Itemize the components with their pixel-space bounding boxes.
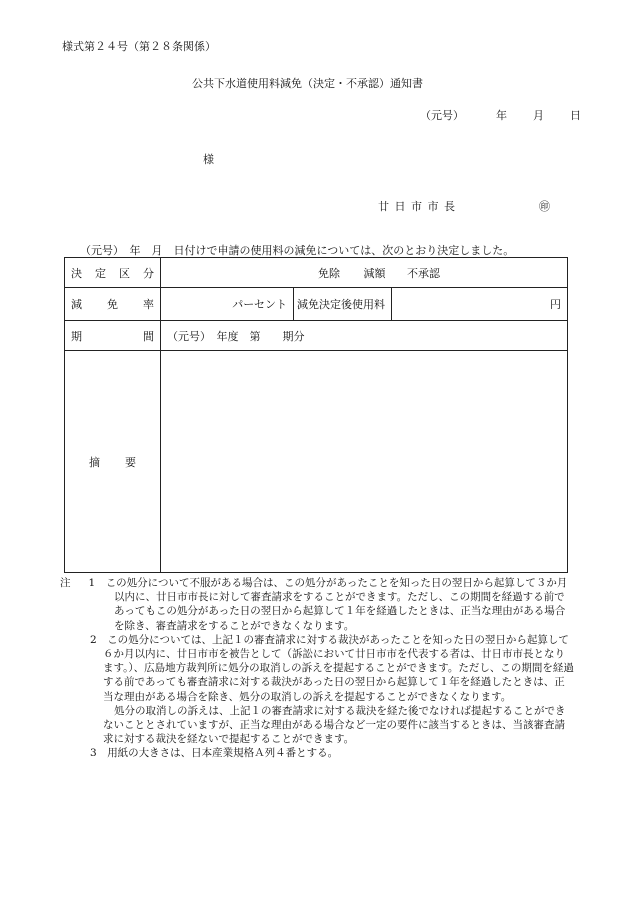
note-item-2: 2 この処分については、上記１の審査請求に対する裁決があったことを知った日の翌日から起算して６か月以内に、廿日市市を被告として（訴訟において廿日市市を代表する者は、廿日市市長となります。）、広島地方裁判所に処分の取消しの訴えを提起することができます。ただし、この期間を経過する前であっても審査請求に対する裁決があった日の翌日から起算して１年を経過したときは、正当な理由がある場合を除き、処分の取消しの訴えを提起することができなくなります。	[90, 633, 574, 703]
notes-section	[60, 576, 575, 761]
date-era: （元号）	[420, 109, 464, 122]
label-char: 区	[119, 266, 130, 280]
remarks-area	[161, 351, 568, 573]
label-row2	[71, 296, 154, 312]
reduction-rate-unit: パーセント	[161, 288, 294, 321]
table-row	[65, 288, 568, 321]
period-value: （元号） 年度 第 期分	[161, 321, 568, 351]
label-char: 決	[71, 266, 82, 280]
option-rejection: 不承認	[407, 266, 440, 280]
addressee-suffix: 様	[203, 153, 214, 166]
table-row	[65, 258, 568, 288]
option-reduction: 減額	[363, 266, 386, 280]
label-row3	[71, 328, 154, 344]
table-row	[65, 351, 568, 573]
label-row4	[71, 454, 154, 470]
label-char: 免	[107, 298, 118, 311]
note-item-2-sub: 処分の取消しの訴えは、上記１の審査請求に対する裁決を経た後でなければ提起することができないこととされていますが、正当な理由がある場合など一定の要件に該当するときは、当該審査請求に対する裁決を経ないで提起することができます。	[103, 704, 566, 746]
date-day: 日	[570, 109, 581, 122]
issue-date-line	[420, 109, 581, 123]
intro-sentence: （元号） 年 月 日付けで申請の使用料の減免については、次のとおり決定しました。	[80, 244, 515, 257]
reduction-rate-label	[65, 288, 161, 321]
form-number: 様式第２４号（第２８条関係）	[62, 40, 216, 53]
label-char: 要	[125, 455, 136, 469]
date-year: 年	[496, 109, 507, 122]
note-item-1: 注 1 この処分について不服がある場合は、この処分があったことを知った日の翌日から起算して３か月以内に、廿日市市長に対して審査請求をすることができます。ただし、この期間を経過する前であってもこの処分があった日の翌日から起算して１年を経過したときは、正当な理由がある場合を除き、審査請求をすることができなくなります。	[60, 577, 568, 632]
option-exemption: 免除	[318, 266, 340, 280]
issuer-name: 廿 日 市 市 長	[378, 200, 456, 213]
seal-mark: ㊞	[539, 200, 550, 213]
decision-table	[64, 257, 568, 573]
label-char: 定	[95, 266, 106, 280]
label-char: 分	[143, 266, 154, 280]
label-char: 減	[71, 298, 82, 311]
date-month: 月	[533, 109, 544, 122]
label-char: 期	[71, 329, 82, 343]
label-row1	[71, 265, 154, 281]
decision-type-options	[161, 258, 568, 288]
fee-after-reduction-label: 減免決定後使用料	[294, 288, 392, 321]
label-char: 間	[143, 329, 154, 343]
note-item-3: 3 用紙の大きさは、日本産業規格Ａ列４番とする。	[90, 747, 339, 760]
table-row	[65, 321, 568, 351]
label-char: 摘	[89, 455, 100, 469]
document-title: 公共下水道使用料減免（決定・不承認）通知書	[192, 77, 423, 90]
label-char: 率	[143, 298, 154, 311]
currency-unit: 円	[392, 288, 568, 321]
decision-type-label	[65, 258, 161, 288]
remarks-label	[65, 351, 161, 573]
period-label	[65, 321, 161, 351]
